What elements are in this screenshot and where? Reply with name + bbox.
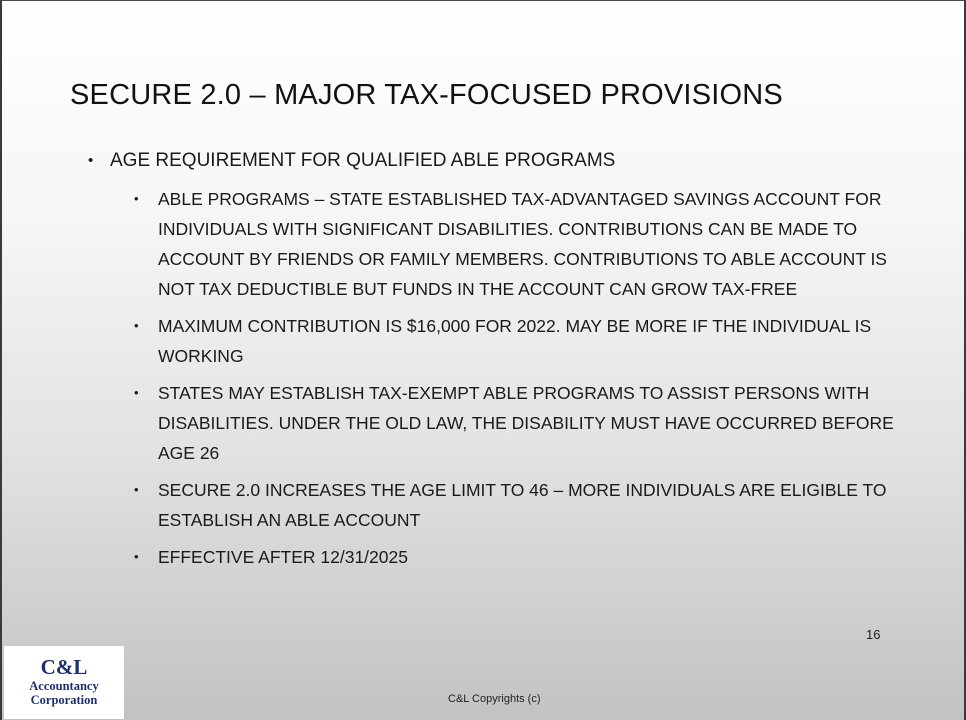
bullet-icon: •	[134, 482, 139, 497]
main-bullet	[88, 149, 928, 173]
bullet-icon: •	[88, 152, 94, 169]
logo-line-1: Accountancy	[29, 679, 99, 693]
logo-line-2: Corporation	[30, 693, 98, 707]
page-number: 16	[866, 627, 881, 642]
sub-bullet	[134, 378, 894, 468]
bullet-icon: •	[134, 549, 139, 564]
sub-bullet	[134, 475, 894, 535]
slide-title: SECURE 2.0 – MAJOR TAX-FOCUSED PROVISIONS	[70, 79, 783, 111]
sub-bullet-list	[134, 184, 894, 579]
sub-bullet	[134, 184, 894, 304]
copyright-footer: C&L Copyrights (c)	[448, 693, 541, 705]
sub-bullet-text: ABLE PROGRAMS – STATE ESTABLISHED TAX-ADVANTAGED SAVINGS ACCOUNT FOR INDIVIDUALS WITH SIGNIFICANT DISABILITIES. CONTRIBUTIONS CAN BE MADE TO ACCOUNT BY FRIENDS OR FAMILY MEMBERS. CONTRIBUTIONS TO ABLE ACCOUNT IS NOT TAX DEDUCTIBLE BUT FUNDS IN THE ACCOUNT CAN GROW TAX-FREE	[158, 189, 887, 299]
main-bullet-text: AGE REQUIREMENT FOR QUALIFIED ABLE PROGRAMS	[110, 150, 616, 171]
sub-bullet-text: EFFECTIVE AFTER 12/31/2025	[158, 547, 408, 567]
sub-bullet-text: MAXIMUM CONTRIBUTION IS $16,000 FOR 2022. MAY BE MORE IF THE INDIVIDUAL IS WORKING	[158, 316, 872, 366]
company-logo	[4, 646, 124, 719]
bullet-icon: •	[134, 191, 139, 206]
bullet-icon: •	[134, 385, 139, 400]
sub-bullet-text: SECURE 2.0 INCREASES THE AGE LIMIT TO 46 – MORE INDIVIDUALS ARE ELIGIBLE TO ESTABLISH AN ABLE ACCOUNT	[158, 480, 887, 530]
bullet-icon: •	[134, 318, 139, 333]
logo-monogram: C&L	[40, 655, 88, 679]
sub-bullet-text: STATES MAY ESTABLISH TAX-EXEMPT ABLE PROGRAMS TO ASSIST PERSONS WITH DISABILITIES. UNDER THE OLD LAW, THE DISABILITY MUST HAVE OCCURRED BEFORE AGE 26	[158, 383, 894, 463]
sub-bullet	[134, 542, 894, 572]
sub-bullet	[134, 311, 894, 371]
